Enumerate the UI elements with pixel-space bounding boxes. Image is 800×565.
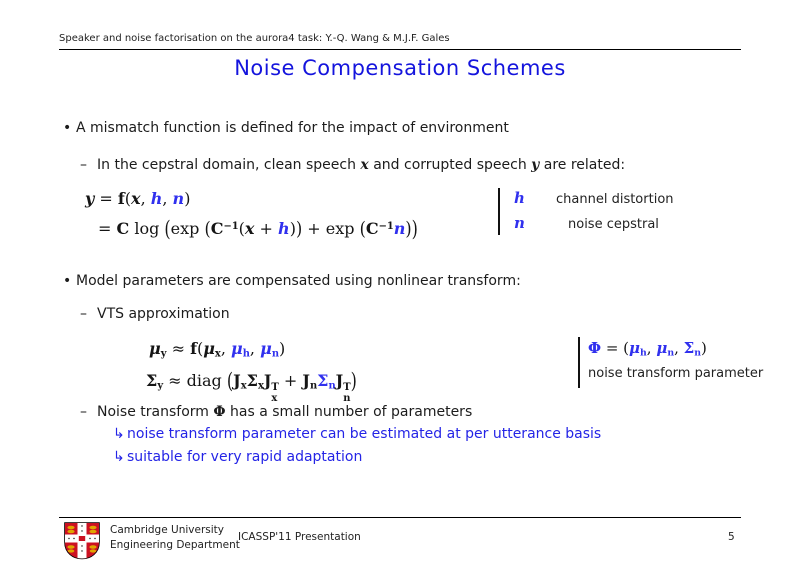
legend-symbol-n: n (514, 214, 525, 232)
arrow-note-text: suitable for very rapid adaptation (127, 449, 363, 465)
equation-vts-variance: Σy ≈ diag (JxΣxJ T x + JnΣnJ T n ) (146, 367, 357, 404)
dash-icon: – (80, 404, 87, 420)
bullet-item-mismatch (63, 120, 509, 137)
equation-vts-mean: μy ≈ f(μx, μh, μn) (149, 339, 286, 360)
legend-label-noise: noise cepstral (568, 217, 659, 232)
legend-rule (578, 337, 580, 388)
equation-mismatch-line1: y = f(x, h, n) (85, 189, 191, 208)
legend-symbol-h: h (514, 189, 525, 207)
dash-icon: – (80, 157, 87, 173)
bullet-icon: • (63, 120, 72, 136)
footer-org-line1: Cambridge University (110, 524, 224, 536)
footer-presentation-title: ICASSP'11 Presentation (238, 531, 361, 543)
dash-icon: – (80, 306, 87, 322)
arrow-note-per-utterance (113, 426, 601, 443)
footer-rule (59, 517, 741, 518)
subitem-cepstral-domain (80, 157, 625, 174)
footer-org-line2: Engineering Department (110, 539, 240, 551)
equation-mismatch-line2: = C log (exp $(C^{-1}(x + h)) + \exp (C^{-1}n)$) (98, 215, 418, 242)
bullet-icon: • (63, 273, 72, 289)
arrow-note-rapid-adaptation (113, 449, 362, 466)
legend-label-noise-transform: noise transform parameter (588, 366, 764, 381)
subitem-text: In the cepstral domain, clean speech x and corrupted speech y are related: (97, 157, 626, 173)
cambridge-crest-logo (62, 521, 102, 565)
slide-header-text: Speaker and noise factorisation on the aurora4 task: Y.-Q. Wang & M.J.F. Gales (59, 33, 450, 44)
subitem-vts (80, 306, 230, 323)
header-rule (59, 49, 741, 50)
arrow-icon: ↳ (113, 426, 125, 442)
bullet-item-model-params (63, 273, 521, 290)
subitem-text: Noise transform Φ has a small number of parameters (97, 404, 473, 420)
legend-phi-definition: Φ = (μh, μn, Σn) (588, 339, 707, 359)
bullet-item-text: A mismatch function is defined for the impact of environment (76, 120, 509, 136)
legend-rule (498, 188, 500, 235)
page-number: 5 (728, 531, 735, 543)
slide-title: Noise Compensation Schemes (234, 56, 566, 80)
subitem-noise-transform (80, 404, 472, 421)
arrow-note-text: noise transform parameter can be estimated at per utterance basis (127, 426, 602, 442)
subitem-text: VTS approximation (97, 306, 230, 322)
legend-label-channel: channel distortion (556, 192, 674, 207)
bullet-item-text: Model parameters are compensated using nonlinear transform: (76, 273, 521, 289)
arrow-icon: ↳ (113, 449, 125, 465)
